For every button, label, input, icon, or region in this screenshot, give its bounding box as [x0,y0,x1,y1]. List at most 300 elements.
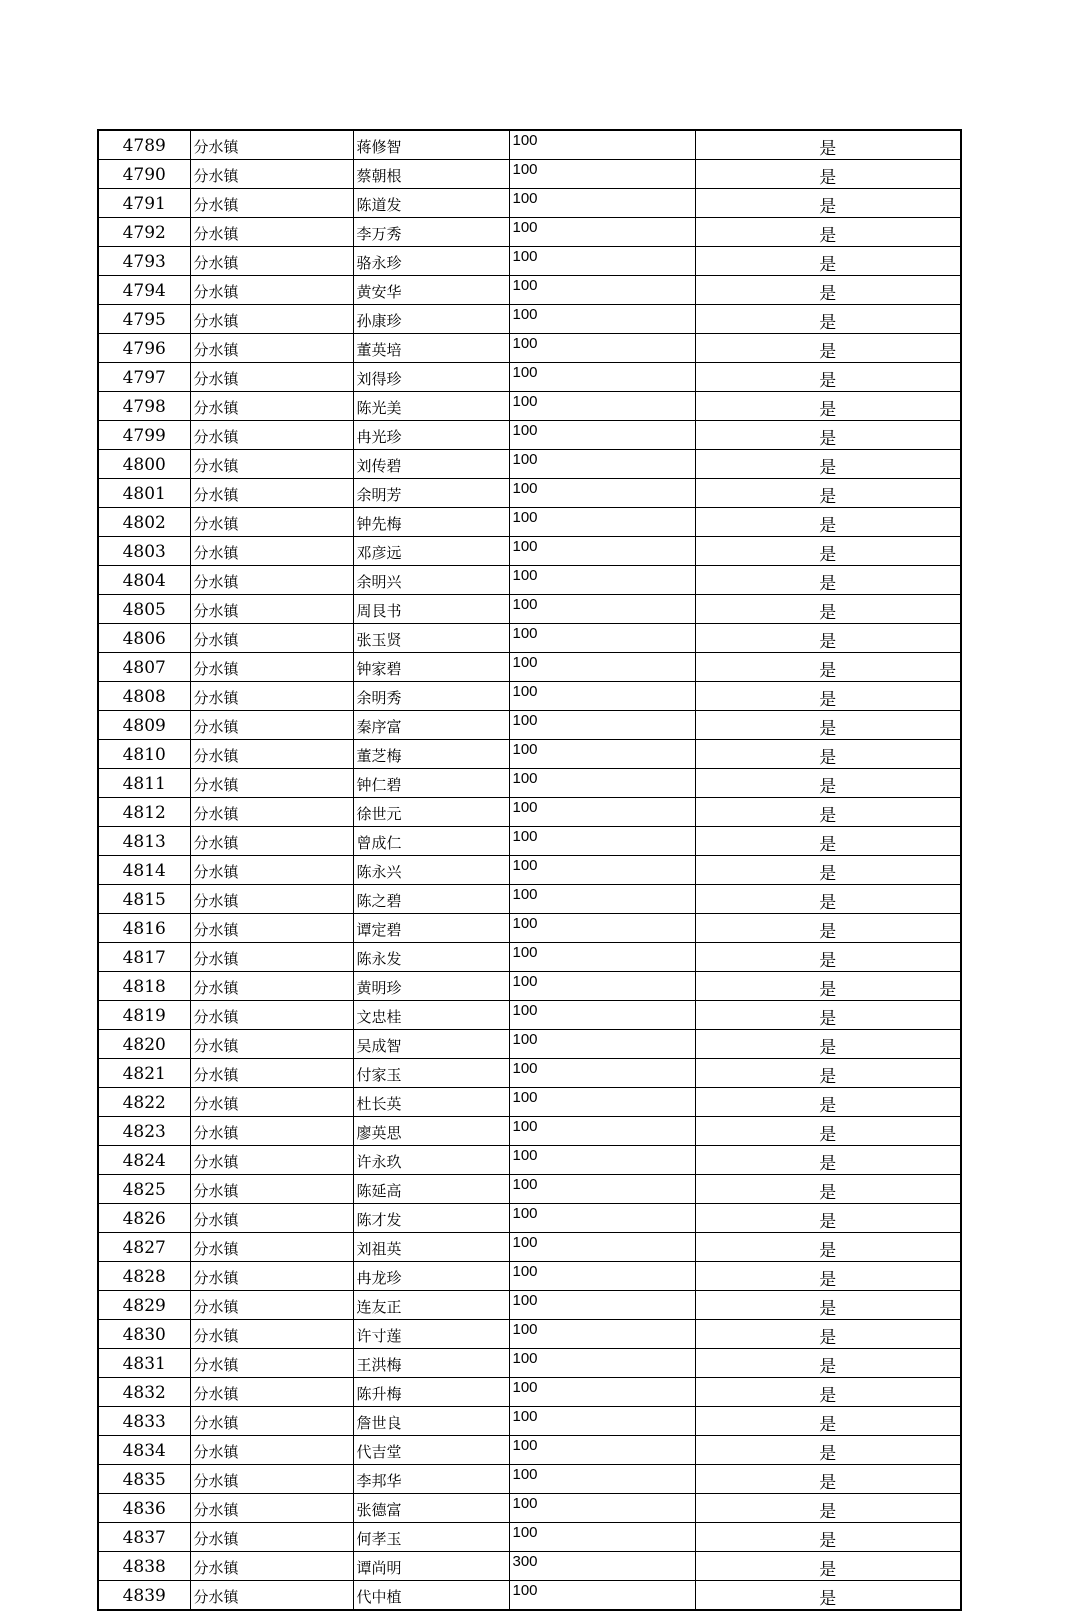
amount-cell: 100 [509,740,695,769]
name-cell: 付家玉 [353,1059,509,1088]
name-cell: 周艮书 [353,595,509,624]
flag-cell: 是 [695,1552,961,1581]
flag-cell: 是 [695,1233,961,1262]
row-id-cell: 4813 [98,827,190,856]
amount-cell: 100 [509,1146,695,1175]
name-cell: 余明秀 [353,682,509,711]
name-cell: 谭定碧 [353,914,509,943]
town-cell: 分水镇 [190,537,353,566]
row-id-cell: 4833 [98,1407,190,1436]
flag-cell: 是 [695,682,961,711]
amount-cell: 100 [509,972,695,1001]
table-row [98,740,961,769]
flag-cell: 是 [695,624,961,653]
amount-cell: 100 [509,1001,695,1030]
table-row [98,885,961,914]
table-row [98,798,961,827]
amount-cell: 100 [509,305,695,334]
amount-cell: 100 [509,450,695,479]
amount-cell: 100 [509,130,695,160]
town-cell: 分水镇 [190,798,353,827]
amount-cell: 100 [509,1523,695,1552]
flag-cell: 是 [695,1465,961,1494]
name-cell: 杜长英 [353,1088,509,1117]
table-row [98,1552,961,1581]
town-cell: 分水镇 [190,769,353,798]
row-id-cell: 4836 [98,1494,190,1523]
amount-cell: 100 [509,218,695,247]
flag-cell: 是 [695,914,961,943]
town-cell: 分水镇 [190,1175,353,1204]
row-id-cell: 4816 [98,914,190,943]
table-row [98,334,961,363]
flag-cell: 是 [695,305,961,334]
row-id-cell: 4806 [98,624,190,653]
amount-cell: 100 [509,711,695,740]
table-row [98,1233,961,1262]
town-cell: 分水镇 [190,1349,353,1378]
flag-cell: 是 [695,1175,961,1204]
town-cell: 分水镇 [190,363,353,392]
name-cell: 孙康珍 [353,305,509,334]
name-cell: 吴成智 [353,1030,509,1059]
table-row [98,479,961,508]
row-id-cell: 4820 [98,1030,190,1059]
amount-cell: 100 [509,682,695,711]
name-cell: 冉龙珍 [353,1262,509,1291]
town-cell: 分水镇 [190,885,353,914]
table-row [98,653,961,682]
town-cell: 分水镇 [190,1030,353,1059]
town-cell: 分水镇 [190,1117,353,1146]
table-row [98,1117,961,1146]
table-row [98,1088,961,1117]
row-id-cell: 4817 [98,943,190,972]
flag-cell: 是 [695,421,961,450]
name-cell: 王洪梅 [353,1349,509,1378]
amount-cell: 100 [509,1581,695,1611]
row-id-cell: 4812 [98,798,190,827]
row-id-cell: 4809 [98,711,190,740]
name-cell: 陈永兴 [353,856,509,885]
amount-cell: 100 [509,769,695,798]
town-cell: 分水镇 [190,421,353,450]
name-cell: 李邦华 [353,1465,509,1494]
row-id-cell: 4830 [98,1320,190,1349]
name-cell: 董芝梅 [353,740,509,769]
name-cell: 曾成仁 [353,827,509,856]
flag-cell: 是 [695,1378,961,1407]
amount-cell: 100 [509,1117,695,1146]
row-id-cell: 4805 [98,595,190,624]
name-cell: 余明芳 [353,479,509,508]
name-cell: 陈延高 [353,1175,509,1204]
town-cell: 分水镇 [190,1523,353,1552]
name-cell: 陈才发 [353,1204,509,1233]
row-id-cell: 4802 [98,508,190,537]
row-id-cell: 4819 [98,1001,190,1030]
table-row [98,1407,961,1436]
name-cell: 黄安华 [353,276,509,305]
table-row [98,1465,961,1494]
flag-cell: 是 [695,189,961,218]
row-id-cell: 4801 [98,479,190,508]
row-id-cell: 4835 [98,1465,190,1494]
amount-cell: 100 [509,1088,695,1117]
table-row [98,1378,961,1407]
flag-cell: 是 [695,363,961,392]
table-row [98,682,961,711]
row-id-cell: 4837 [98,1523,190,1552]
row-id-cell: 4824 [98,1146,190,1175]
amount-cell: 100 [509,1059,695,1088]
amount-cell: 100 [509,943,695,972]
town-cell: 分水镇 [190,1378,353,1407]
name-cell: 冉光珍 [353,421,509,450]
town-cell: 分水镇 [190,595,353,624]
amount-cell: 100 [509,1349,695,1378]
name-cell: 邓彦远 [353,537,509,566]
table-row [98,1436,961,1465]
flag-cell: 是 [695,1059,961,1088]
name-cell: 陈永发 [353,943,509,972]
row-id-cell: 4823 [98,1117,190,1146]
name-cell: 谭尚明 [353,1552,509,1581]
table-row [98,1581,961,1611]
flag-cell: 是 [695,827,961,856]
name-cell: 廖英思 [353,1117,509,1146]
flag-cell: 是 [695,566,961,595]
amount-cell: 100 [509,1465,695,1494]
row-id-cell: 4825 [98,1175,190,1204]
flag-cell: 是 [695,972,961,1001]
town-cell: 分水镇 [190,1581,353,1611]
town-cell: 分水镇 [190,1465,353,1494]
amount-cell: 100 [509,1204,695,1233]
town-cell: 分水镇 [190,392,353,421]
town-cell: 分水镇 [190,1552,353,1581]
town-cell: 分水镇 [190,1146,353,1175]
name-cell: 李万秀 [353,218,509,247]
town-cell: 分水镇 [190,1001,353,1030]
amount-cell: 100 [509,856,695,885]
town-cell: 分水镇 [190,1436,353,1465]
table-row [98,1291,961,1320]
town-cell: 分水镇 [190,1494,353,1523]
table-row [98,305,961,334]
town-cell: 分水镇 [190,566,353,595]
flag-cell: 是 [695,1001,961,1030]
flag-cell: 是 [695,1494,961,1523]
name-cell: 刘得珍 [353,363,509,392]
flag-cell: 是 [695,130,961,160]
table-row [98,1001,961,1030]
flag-cell: 是 [695,885,961,914]
town-cell: 分水镇 [190,827,353,856]
amount-cell: 100 [509,276,695,305]
data-table [97,129,962,1611]
amount-cell: 100 [509,421,695,450]
town-cell: 分水镇 [190,740,353,769]
flag-cell: 是 [695,1523,961,1552]
row-id-cell: 4821 [98,1059,190,1088]
name-cell: 陈升梅 [353,1378,509,1407]
flag-cell: 是 [695,1349,961,1378]
table-row [98,1030,961,1059]
amount-cell: 100 [509,189,695,218]
town-cell: 分水镇 [190,247,353,276]
table-row [98,972,961,1001]
town-cell: 分水镇 [190,508,353,537]
table-row [98,276,961,305]
table-row [98,508,961,537]
name-cell: 代吉堂 [353,1436,509,1465]
table-row [98,1146,961,1175]
town-cell: 分水镇 [190,160,353,189]
amount-cell: 100 [509,1320,695,1349]
name-cell: 许永玖 [353,1146,509,1175]
row-id-cell: 4808 [98,682,190,711]
row-id-cell: 4831 [98,1349,190,1378]
flag-cell: 是 [695,769,961,798]
name-cell: 钟家碧 [353,653,509,682]
town-cell: 分水镇 [190,218,353,247]
flag-cell: 是 [695,537,961,566]
amount-cell: 100 [509,1262,695,1291]
table-body [98,130,961,1610]
flag-cell: 是 [695,1146,961,1175]
name-cell: 陈光美 [353,392,509,421]
town-cell: 分水镇 [190,972,353,1001]
name-cell: 刘祖英 [353,1233,509,1262]
row-id-cell: 4832 [98,1378,190,1407]
row-id-cell: 4793 [98,247,190,276]
name-cell: 钟先梅 [353,508,509,537]
name-cell: 余明兴 [353,566,509,595]
row-id-cell: 4814 [98,856,190,885]
name-cell: 代中植 [353,1581,509,1611]
flag-cell: 是 [695,160,961,189]
table-row [98,1059,961,1088]
table-row [98,1349,961,1378]
amount-cell: 100 [509,798,695,827]
name-cell: 刘传碧 [353,450,509,479]
amount-cell: 100 [509,1378,695,1407]
town-cell: 分水镇 [190,130,353,160]
town-cell: 分水镇 [190,450,353,479]
row-id-cell: 4791 [98,189,190,218]
row-id-cell: 4810 [98,740,190,769]
amount-cell: 100 [509,392,695,421]
table-row [98,247,961,276]
town-cell: 分水镇 [190,1262,353,1291]
amount-cell: 100 [509,1233,695,1262]
amount-cell: 300 [509,1552,695,1581]
flag-cell: 是 [695,1291,961,1320]
town-cell: 分水镇 [190,305,353,334]
flag-cell: 是 [695,450,961,479]
name-cell: 秦序富 [353,711,509,740]
row-id-cell: 4803 [98,537,190,566]
row-id-cell: 4829 [98,1291,190,1320]
name-cell: 钟仁碧 [353,769,509,798]
name-cell: 陈道发 [353,189,509,218]
row-id-cell: 4797 [98,363,190,392]
row-id-cell: 4826 [98,1204,190,1233]
amount-cell: 100 [509,479,695,508]
row-id-cell: 4798 [98,392,190,421]
flag-cell: 是 [695,653,961,682]
table-row [98,160,961,189]
flag-cell: 是 [695,1204,961,1233]
town-cell: 分水镇 [190,653,353,682]
table-row [98,566,961,595]
table-row [98,943,961,972]
town-cell: 分水镇 [190,682,353,711]
flag-cell: 是 [695,1320,961,1349]
row-id-cell: 4795 [98,305,190,334]
town-cell: 分水镇 [190,914,353,943]
flag-cell: 是 [695,392,961,421]
name-cell: 许寸莲 [353,1320,509,1349]
row-id-cell: 4800 [98,450,190,479]
table-row [98,1204,961,1233]
name-cell: 蒋修智 [353,130,509,160]
flag-cell: 是 [695,276,961,305]
town-cell: 分水镇 [190,1088,353,1117]
amount-cell: 100 [509,624,695,653]
amount-cell: 100 [509,595,695,624]
amount-cell: 100 [509,1436,695,1465]
flag-cell: 是 [695,479,961,508]
town-cell: 分水镇 [190,334,353,363]
amount-cell: 100 [509,827,695,856]
flag-cell: 是 [695,1117,961,1146]
town-cell: 分水镇 [190,856,353,885]
row-id-cell: 4834 [98,1436,190,1465]
row-id-cell: 4838 [98,1552,190,1581]
table-row [98,392,961,421]
name-cell: 董英培 [353,334,509,363]
flag-cell: 是 [695,508,961,537]
amount-cell: 100 [509,508,695,537]
town-cell: 分水镇 [190,711,353,740]
table-row [98,1320,961,1349]
town-cell: 分水镇 [190,1204,353,1233]
town-cell: 分水镇 [190,1291,353,1320]
name-cell: 徐世元 [353,798,509,827]
name-cell: 何孝玉 [353,1523,509,1552]
table-row [98,595,961,624]
flag-cell: 是 [695,740,961,769]
table-row [98,624,961,653]
flag-cell: 是 [695,1262,961,1291]
town-cell: 分水镇 [190,624,353,653]
amount-cell: 100 [509,914,695,943]
row-id-cell: 4804 [98,566,190,595]
row-id-cell: 4811 [98,769,190,798]
town-cell: 分水镇 [190,276,353,305]
table-row [98,450,961,479]
amount-cell: 100 [509,1291,695,1320]
table-row [98,914,961,943]
flag-cell: 是 [695,247,961,276]
row-id-cell: 4796 [98,334,190,363]
town-cell: 分水镇 [190,943,353,972]
town-cell: 分水镇 [190,189,353,218]
name-cell: 骆永珍 [353,247,509,276]
town-cell: 分水镇 [190,1320,353,1349]
row-id-cell: 4790 [98,160,190,189]
flag-cell: 是 [695,711,961,740]
table-row [98,856,961,885]
row-id-cell: 4818 [98,972,190,1001]
row-id-cell: 4828 [98,1262,190,1291]
town-cell: 分水镇 [190,1233,353,1262]
flag-cell: 是 [695,1407,961,1436]
name-cell: 连友正 [353,1291,509,1320]
row-id-cell: 4789 [98,130,190,160]
table-row [98,130,961,160]
amount-cell: 100 [509,334,695,363]
flag-cell: 是 [695,1581,961,1611]
name-cell: 张德富 [353,1494,509,1523]
row-id-cell: 4839 [98,1581,190,1611]
row-id-cell: 4794 [98,276,190,305]
town-cell: 分水镇 [190,1059,353,1088]
flag-cell: 是 [695,1030,961,1059]
amount-cell: 100 [509,653,695,682]
amount-cell: 100 [509,537,695,566]
flag-cell: 是 [695,595,961,624]
table-row [98,827,961,856]
table-row [98,769,961,798]
table-row [98,1494,961,1523]
row-id-cell: 4799 [98,421,190,450]
flag-cell: 是 [695,334,961,363]
amount-cell: 100 [509,160,695,189]
row-id-cell: 4792 [98,218,190,247]
row-id-cell: 4807 [98,653,190,682]
row-id-cell: 4822 [98,1088,190,1117]
flag-cell: 是 [695,1436,961,1465]
table-row [98,1523,961,1552]
table-row [98,537,961,566]
table-row [98,363,961,392]
table-row [98,711,961,740]
name-cell: 文忠桂 [353,1001,509,1030]
town-cell: 分水镇 [190,1407,353,1436]
table-row [98,189,961,218]
row-id-cell: 4827 [98,1233,190,1262]
flag-cell: 是 [695,1088,961,1117]
name-cell: 蔡朝根 [353,160,509,189]
name-cell: 陈之碧 [353,885,509,914]
name-cell: 黄明珍 [353,972,509,1001]
table-row [98,218,961,247]
amount-cell: 100 [509,247,695,276]
flag-cell: 是 [695,218,961,247]
amount-cell: 100 [509,566,695,595]
amount-cell: 100 [509,1175,695,1204]
town-cell: 分水镇 [190,479,353,508]
name-cell: 詹世良 [353,1407,509,1436]
flag-cell: 是 [695,856,961,885]
flag-cell: 是 [695,798,961,827]
amount-cell: 100 [509,885,695,914]
amount-cell: 100 [509,1494,695,1523]
table-row [98,1262,961,1291]
